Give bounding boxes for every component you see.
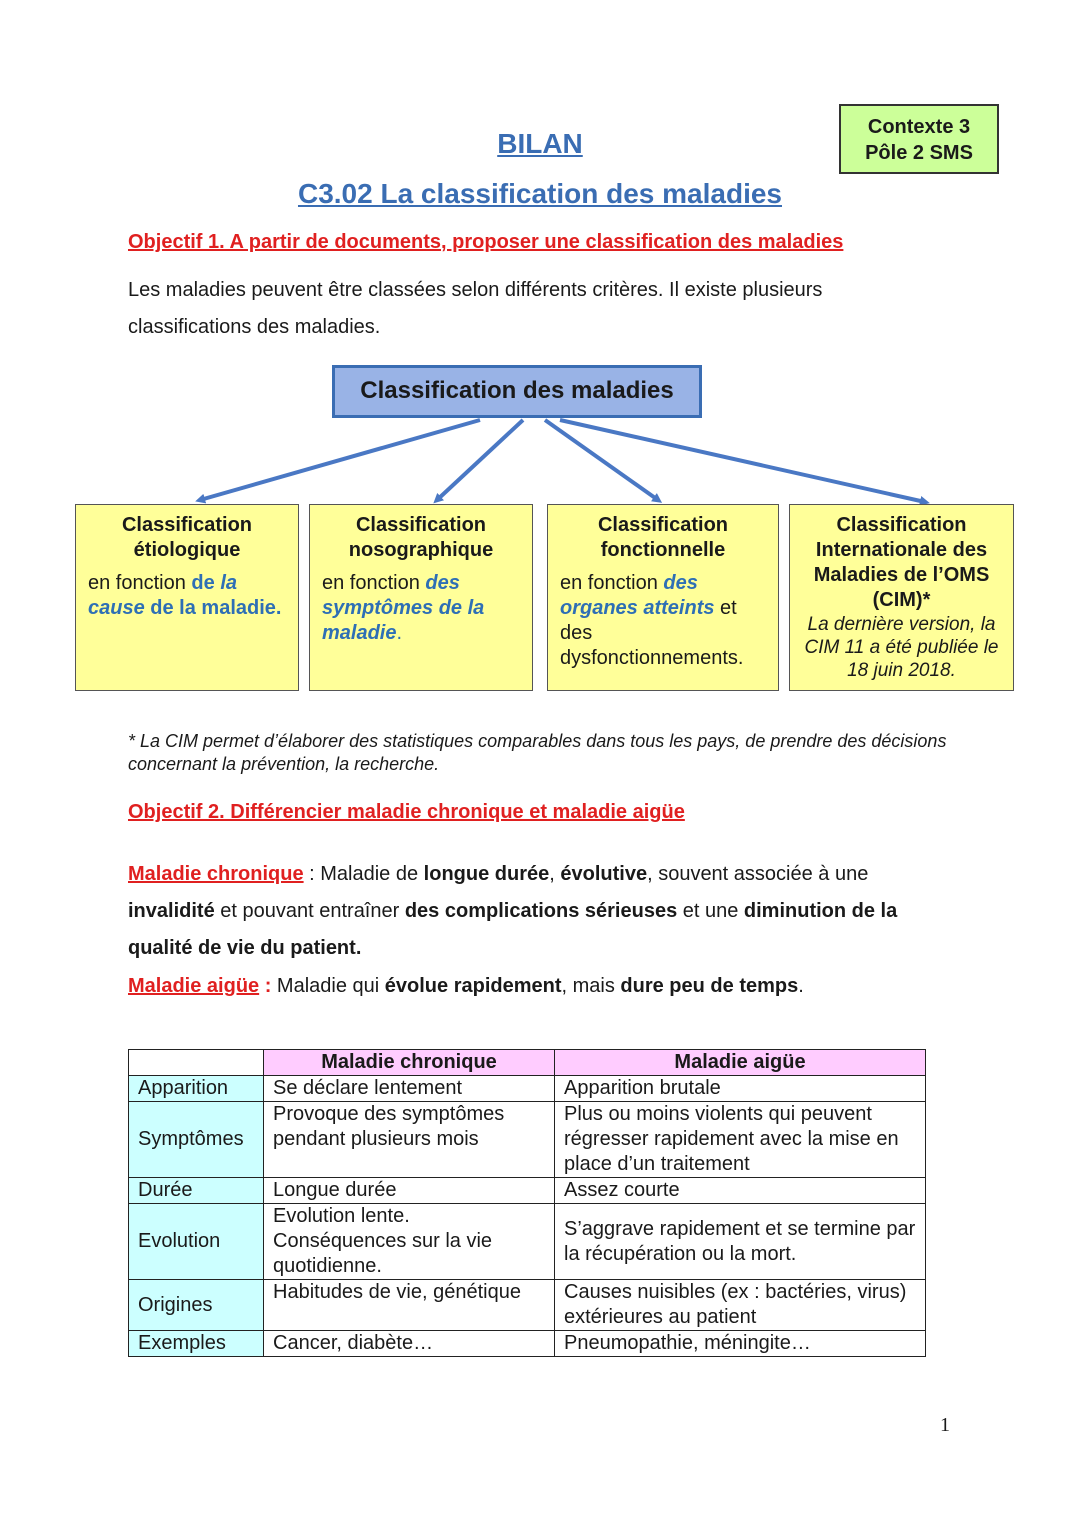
card-nosographique	[309, 504, 533, 691]
card-body: La dernière version, la CIM 11 a été publiée le 18 juin 2018.	[804, 614, 999, 681]
table-row	[129, 1178, 926, 1204]
table-row	[129, 1076, 926, 1102]
table-cell: Apparition brutale	[555, 1076, 926, 1102]
table-row	[129, 1280, 926, 1331]
card-body: en fonction des organes atteints et des dysfonctionnements.	[560, 572, 744, 669]
table-cell: Cancer, diabète…	[264, 1331, 555, 1357]
table-cell: Assez courte	[555, 1178, 926, 1204]
table-cell: Plus ou moins violents qui peuvent régresser rapidement avec la mise en place d’un traitement	[555, 1102, 926, 1178]
arrow-cim	[560, 420, 925, 502]
card-fonctionnelle	[547, 504, 779, 691]
objective-2-heading: Objectif 2. Différencier maladie chronique et maladie aigüe	[128, 801, 685, 823]
definition-chronique: Maladie chronique : Maladie de longue durée, évolutive, souvent associée à une invalidité et pouvant entraîner des complications sérieuses et une diminution de la qualité de vie du patient.	[128, 863, 898, 959]
context-line1: Contexte 3	[867, 116, 971, 138]
context-line2: Pôle 2 SMS	[865, 142, 973, 164]
table-cell: Evolution lente. Conséquences sur la vie quotidienne.	[264, 1204, 555, 1280]
arrow-etiologique	[200, 420, 480, 500]
table-cell: Longue durée	[264, 1178, 555, 1204]
card-cim	[789, 504, 1014, 691]
objective-1-heading: Objectif 1. A partir de documents, proposer une classification des maladies	[128, 231, 844, 253]
table-cell: Exemples	[129, 1331, 264, 1357]
card-title: Classification fonctionnelle	[597, 514, 729, 561]
arrow-nosographique	[437, 420, 523, 500]
definition-aigue: Maladie aigüe : Maladie qui évolue rapidement, mais dure peu de temps.	[128, 975, 804, 997]
table-row	[129, 1204, 926, 1280]
arrow-fonctionnelle	[545, 420, 658, 500]
card-title: Classification étiologique	[121, 514, 253, 561]
comparison-table	[128, 1049, 926, 1357]
table-cell: Pneumopathie, méningite…	[555, 1331, 926, 1357]
table-header-cell	[129, 1050, 264, 1076]
table-header-cell: Maladie chronique	[264, 1050, 555, 1076]
table-header-row	[129, 1050, 926, 1076]
table-cell: Habitudes de vie, génétique	[264, 1280, 555, 1331]
table-cell: Causes nuisibles (ex : bactéries, virus) extérieures au patient	[555, 1280, 926, 1331]
card-title: Classification Internationale des Maladies de l’OMS (CIM)*	[813, 514, 990, 611]
page-subtitle: C3.02 La classification des maladies	[297, 178, 782, 209]
table-cell: Provoque des symptômes pendant plusieurs mois	[264, 1102, 555, 1178]
page-title: BILAN	[497, 128, 583, 159]
card-body: en fonction de la cause de la maladie.	[88, 572, 282, 619]
table-cell: Apparition	[129, 1076, 264, 1102]
intro-paragraph: Les maladies peuvent être classées selon différents critères. Il existe plusieurs classifications des maladies.	[128, 279, 823, 338]
card-etiologique	[75, 504, 299, 691]
diagram-root-box: Classification des maladies	[332, 365, 702, 418]
table-cell: S’aggrave rapidement et se termine par la récupération ou la mort.	[555, 1204, 926, 1280]
page-number: 1	[940, 1414, 950, 1436]
table-cell: Durée	[129, 1178, 264, 1204]
table-row	[129, 1102, 926, 1178]
diagram-arrows	[0, 0, 1080, 520]
table-cell: Se déclare lentement	[264, 1076, 555, 1102]
table-cell: Evolution	[129, 1204, 264, 1280]
table-header-cell: Maladie aigüe	[555, 1050, 926, 1076]
table-cell: Origines	[129, 1280, 264, 1331]
table-row	[129, 1331, 926, 1357]
card-title: Classification nosographique	[348, 514, 494, 561]
cim-footnote: * La CIM permet d’élaborer des statistiques comparables dans tous les pays, de prendre des décisions concernant la prévention, la recherche.	[128, 731, 947, 774]
table-cell: Symptômes	[129, 1102, 264, 1178]
card-body: en fonction des symptômes de la maladie.	[322, 572, 485, 644]
